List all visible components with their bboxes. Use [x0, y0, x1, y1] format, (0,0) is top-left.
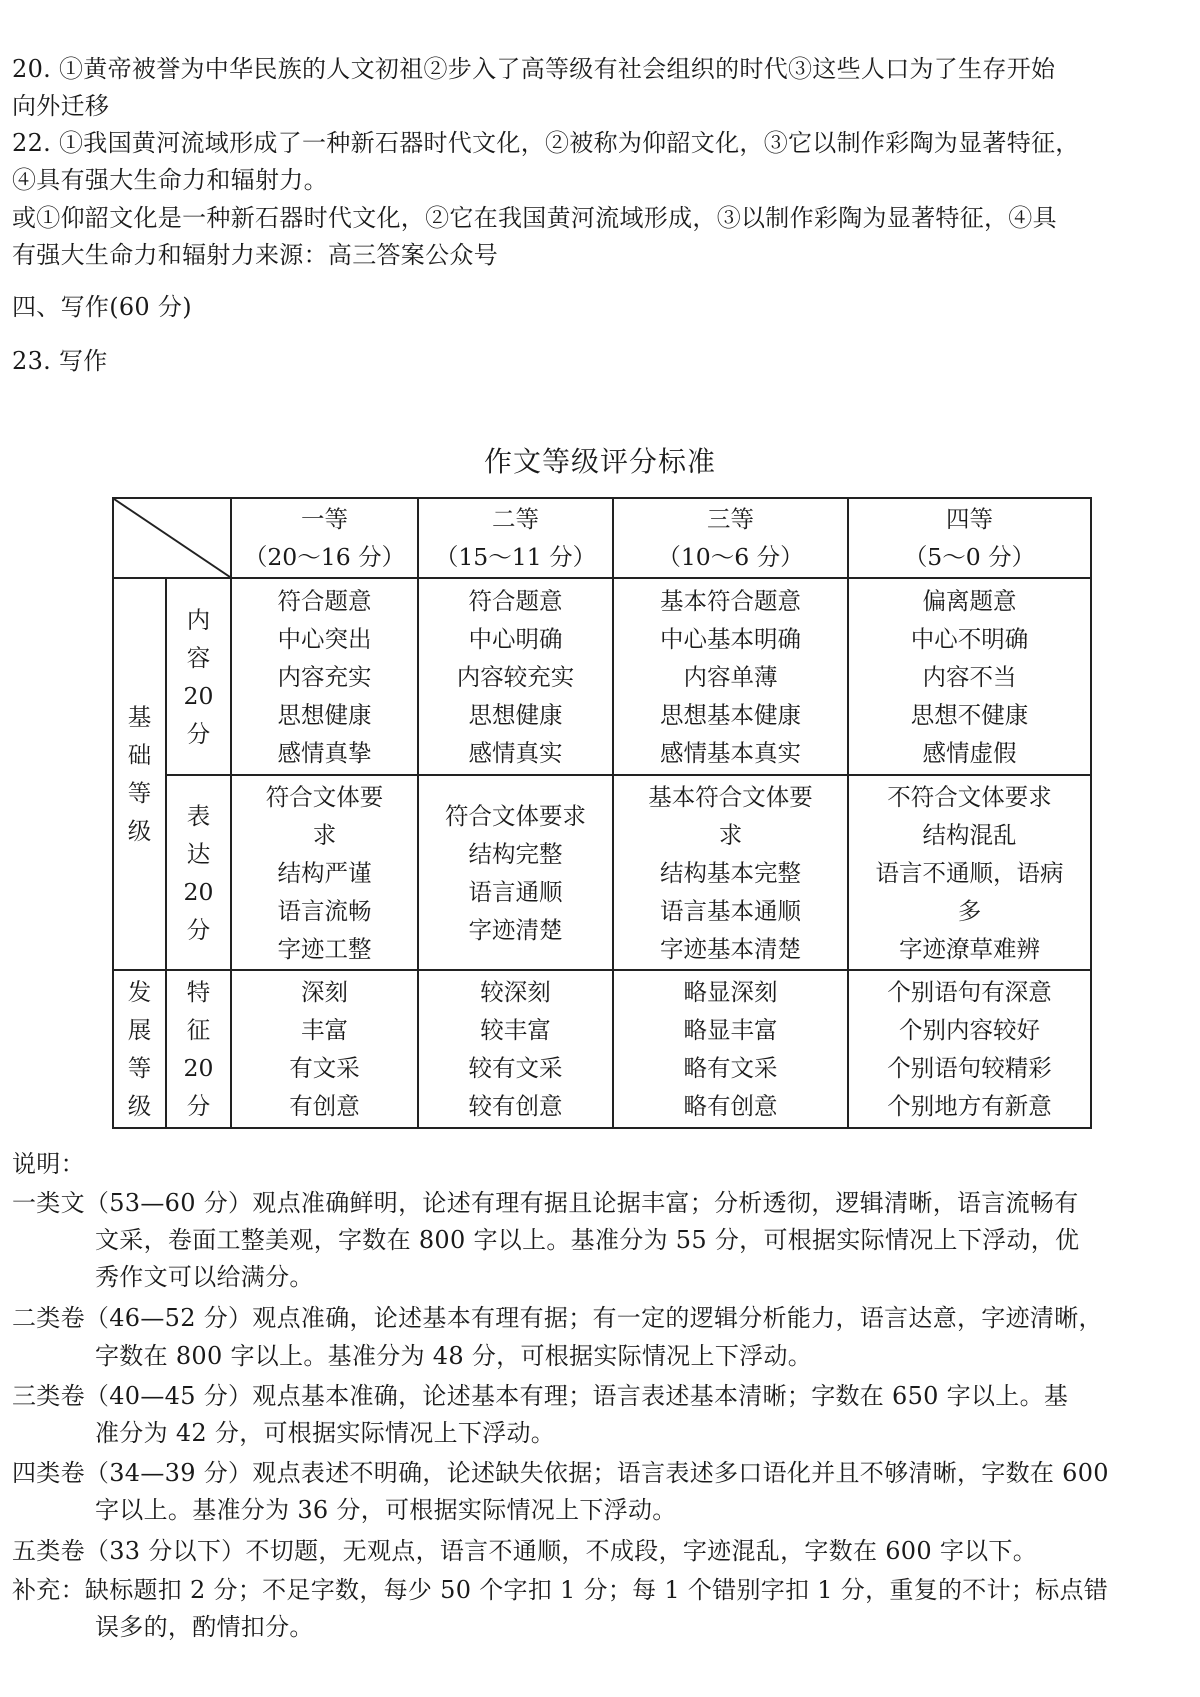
- note-2-line-2: 字数在 800 字以上。基准分为 48 分，可根据实际情况上下浮动。: [95, 1342, 813, 1370]
- content-cell-grade-1: 符合题意 中心突出 内容充实 思想健康 感情真挚: [231, 578, 418, 775]
- answer-22-line-2: ④具有强大生命力和辐射力。: [12, 166, 328, 194]
- answer-22-alt-line-2: 有强大生命力和辐射力来源：高三答案公众号: [12, 241, 498, 269]
- note-1-line-3: 秀作文可以给满分。: [95, 1263, 314, 1291]
- grade-header-4: 四等 （5～0 分）: [848, 498, 1091, 578]
- grading-table: [112, 497, 1092, 1129]
- feature-cell-grade-2: 较深刻 较丰富 较有文采 较有创意: [418, 970, 613, 1128]
- feature-cell-grade-3: 略显深刻 略显丰富 略有文采 略有创意: [613, 970, 848, 1128]
- answer-22-alt-line-1: 或①仰韶文化是一种新石器时代文化，②它在我国黄河流域形成，③以制作彩陶为显著特征，④具: [12, 204, 1057, 232]
- basic-level-label: 基 础 等 级: [113, 578, 166, 970]
- grade-header-1: 一等 （20～16 分）: [231, 498, 418, 578]
- table-title: 作文等级评分标准: [483, 445, 716, 478]
- content-cell-grade-3: 基本符合题意 中心基本明确 内容单薄 思想基本健康 感情基本真实: [613, 578, 848, 775]
- content-cell-grade-4: 偏离题意 中心不明确 内容不当 思想不健康 感情虚假: [848, 578, 1091, 775]
- note-6-line-1: 补充：缺标题扣 2 分；不足字数，每少 50 个字扣 1 分；每 1 个错别字扣 1 分，重复的不计；标点错: [12, 1576, 1109, 1604]
- note-3-line-1: 三类卷（40—45 分）观点基本准确，论述基本有理；语言表述基本清晰；字数在 650 字以上。基: [12, 1382, 1069, 1410]
- feature-cell-grade-1: 深刻 丰富 有文采 有创意: [231, 970, 418, 1128]
- grade-header-2: 二等 （15～11 分）: [418, 498, 613, 578]
- note-4-line-1: 四类卷（34—39 分）观点表述不明确，论述缺失依据；语言表述多口语化并且不够清晰，字数在 600: [12, 1459, 1109, 1487]
- answer-22-line-1: 22. ①我国黄河流域形成了一种新石器时代文化，②被称为仰韶文化，③它以制作彩陶为显著特征，: [12, 129, 1080, 157]
- grade-header-3: 三等 （10～6 分）: [613, 498, 848, 578]
- question-23: 23. 写作: [12, 347, 108, 375]
- answer-20-line-1: 20. ①黄帝被誉为中华民族的人文初祖②步入了高等级有社会组织的时代③这些人口为了生存开始: [12, 55, 1056, 83]
- note-4-line-2: 字以上。基准分为 36 分，可根据实际情况上下浮动。: [95, 1496, 677, 1524]
- note-5-line-1: 五类卷（33 分以下）不切题，无观点，语言不通顺，不成段，字迹混乱，字数在 600 字以下。: [12, 1537, 1038, 1565]
- notes-heading: 说明：: [12, 1150, 85, 1178]
- development-row: [113, 970, 1091, 1128]
- note-2-line-1: 二类卷（46—52 分）观点准确，论述基本有理有据；有一定的逻辑分析能力，语言达意，字迹清晰，: [12, 1304, 1103, 1332]
- note-3-line-2: 准分为 42 分，可根据实际情况上下浮动。: [95, 1419, 556, 1447]
- note-6-line-2: 误多的，酌情扣分。: [95, 1613, 314, 1641]
- note-1-line-2: 文采，卷面工整美观，字数在 800 字以上。基准分为 55 分，可根据实际情况上下浮动，优: [95, 1226, 1080, 1254]
- diagonal-corner-cell: [113, 498, 231, 578]
- section-heading: 四、写作(60 分): [12, 293, 192, 321]
- header-row: [113, 498, 1091, 578]
- expression-cell-grade-1: 符合文体要 求 结构严谨 语言流畅 字迹工整: [231, 775, 418, 970]
- expression-row: [113, 775, 1091, 970]
- answer-20-line-2: 向外迁移: [12, 92, 110, 120]
- feature-label: 特 征 20 分: [166, 970, 231, 1128]
- development-level-label: 发 展 等 级: [113, 970, 166, 1128]
- content-label: 内 容 20 分: [166, 578, 231, 775]
- expression-cell-grade-2: 符合文体要求 结构完整 语言通顺 字迹清楚: [418, 775, 613, 970]
- diagonal-line-icon: [114, 499, 230, 577]
- note-1-line-1: 一类文（53—60 分）观点准确鲜明，论述有理有据且论据丰富；分析透彻，逻辑清晰，语言流畅有: [12, 1189, 1079, 1217]
- expression-label: 表 达 20 分: [166, 775, 231, 970]
- content-cell-grade-2: 符合题意 中心明确 内容较充实 思想健康 感情真实: [418, 578, 613, 775]
- content-row: [113, 578, 1091, 775]
- feature-cell-grade-4: 个别语句有深意 个别内容较好 个别语句较精彩 个别地方有新意: [848, 970, 1091, 1128]
- expression-cell-grade-4: 不符合文体要求 结构混乱 语言不通顺，语病 多 字迹潦草难辨: [848, 775, 1091, 970]
- expression-cell-grade-3: 基本符合文体要 求 结构基本完整 语言基本通顺 字迹基本清楚: [613, 775, 848, 970]
